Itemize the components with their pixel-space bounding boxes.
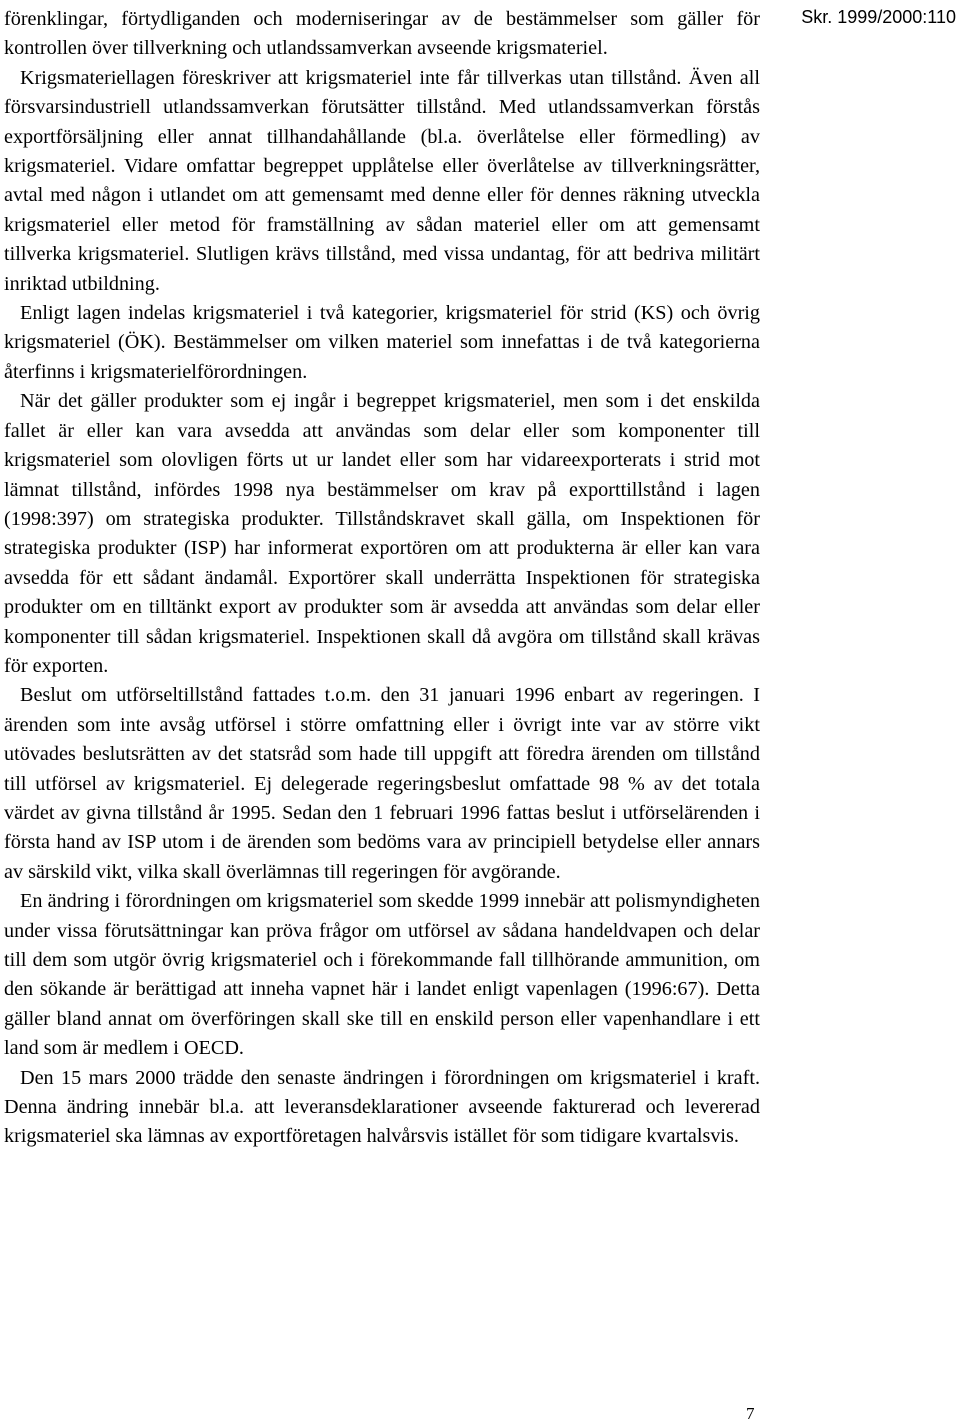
paragraph-7: Den 15 mars 2000 trädde den senaste ändringen i förordningen om krigsmateriel i kraft. Denna ändring innebär bl.a. att leveransdeklarationer avseende fakturerad och levererad krigsmateriel ska lämnas av exportföretagen halvårsvis istället för som tidigare kvartalsvis. [4,1066,760,1148]
page-number: 7 [746,1404,755,1423]
paragraph-6: En ändring i förordningen om krigsmateriel som skedde 1999 innebär att polismyndigheten under vissa förutsättningar kan pröva frågor om utförsel av sådana handeldvapen och delar till dem som utgör övrig krigsmateriel och i förekommande fall tillhörande ammunition, om den sökande är berättigad att inneha vapnet här i landet enligt vapenlagen (1996:67). Detta gäller bland annat om överföringen skall ske till en enskild person eller vapenhandlare i ett land som är medlem i OECD. [4,890,760,1060]
document-reference: Skr. 1999/2000:110 [801,7,956,27]
paragraph-3: Enligt lagen indelas krigsmateriel i två kategorier, krigsmateriel för strid (KS) och övrig krigsmateriel (ÖK). Bestämmelser om vilken materiel som innefattas i de två kategorierna återfinns i krigsmaterielförordningen. [4,302,760,383]
paragraph-1: förenklingar, förtydliganden och moderniseringar av de bestämmelser som gäller för kontrollen över tillverkning och utlandssamverkan avseende krigsmateriel. [4,8,760,60]
paragraph-2: Krigsmateriellagen föreskriver att krigsmateriel inte får tillverkas utan tillstånd. Även all försvarsindustriell utlandssamverkan förutsätter tillstånd. Med utlandssamverkan förstås exportförsäljning eller annat tillhandahållande (bl.a. överlåtelse eller förmedling) av krigsmateriel. Vidare omfattar begreppet upplåtelse eller överlåtelse av tillverkningsrätter, avtal med någon i utlandet om att gemensamt med denne eller för dennes räkning utveckla krigsmateriel eller metod för framställning av sådan materiel eller om att gemensamt tillverka krigsmateriel. Slutligen krävs tillstånd, med vissa undantag, för att bedriva militärt inriktad utbildning. [4,66,760,295]
paragraph-5: Beslut om utförseltillstånd fattades t.o.m. den 31 januari 1996 enbart av regeringen. I ärenden som inte avsåg utförsel i större omfattning eller i övrigt inte var av större vikt utövades beslutsrätten av det statsråd som hade till uppgift att föredra ärenden om tillstånd till utförsel av krigsmateriel. Ej delegerade regeringsbeslut omfattade 98 % av det totala värdet av givna tillstånd år 1995. Sedan den 1 februari 1996 fattas beslut i utförselärenden i första hand av ISP utom i de ärenden som bedöms vara av principiell betydelse eller annars av särskild vikt, vilka skall överlämnas till regeringen för avgörande. [4,684,760,883]
paragraph-4: När det gäller produkter som ej ingår i begreppet krigsmateriel, men som i det enskilda fallet är eller kan vara avsedda att användas som delar eller som komponenter till krigsmateriel som olovligen förts ut ur landet eller som har vidareexporterats i strid mot lämnat tillstånd, infördes 1998 nya bestämmelser om krav på exporttillstånd i lagen (1998:397) om strategiska produkter. Tillståndskravet skall gälla, om Inspektionen för strategiska produkter (ISP) har informerat exportören om att produkterna är eller kan vara avsedda för ett sådant ändamål. Exportörer skall underrätta Inspektionen för strategiska produkter om en tilltänkt export av produkter som är avsedda att användas som delar eller komponenter till sådan krigsmateriel. Inspektionen skall då avgöra om tillstånd skall krävas för exporten. [4,390,760,677]
page-body [4,5,760,1152]
